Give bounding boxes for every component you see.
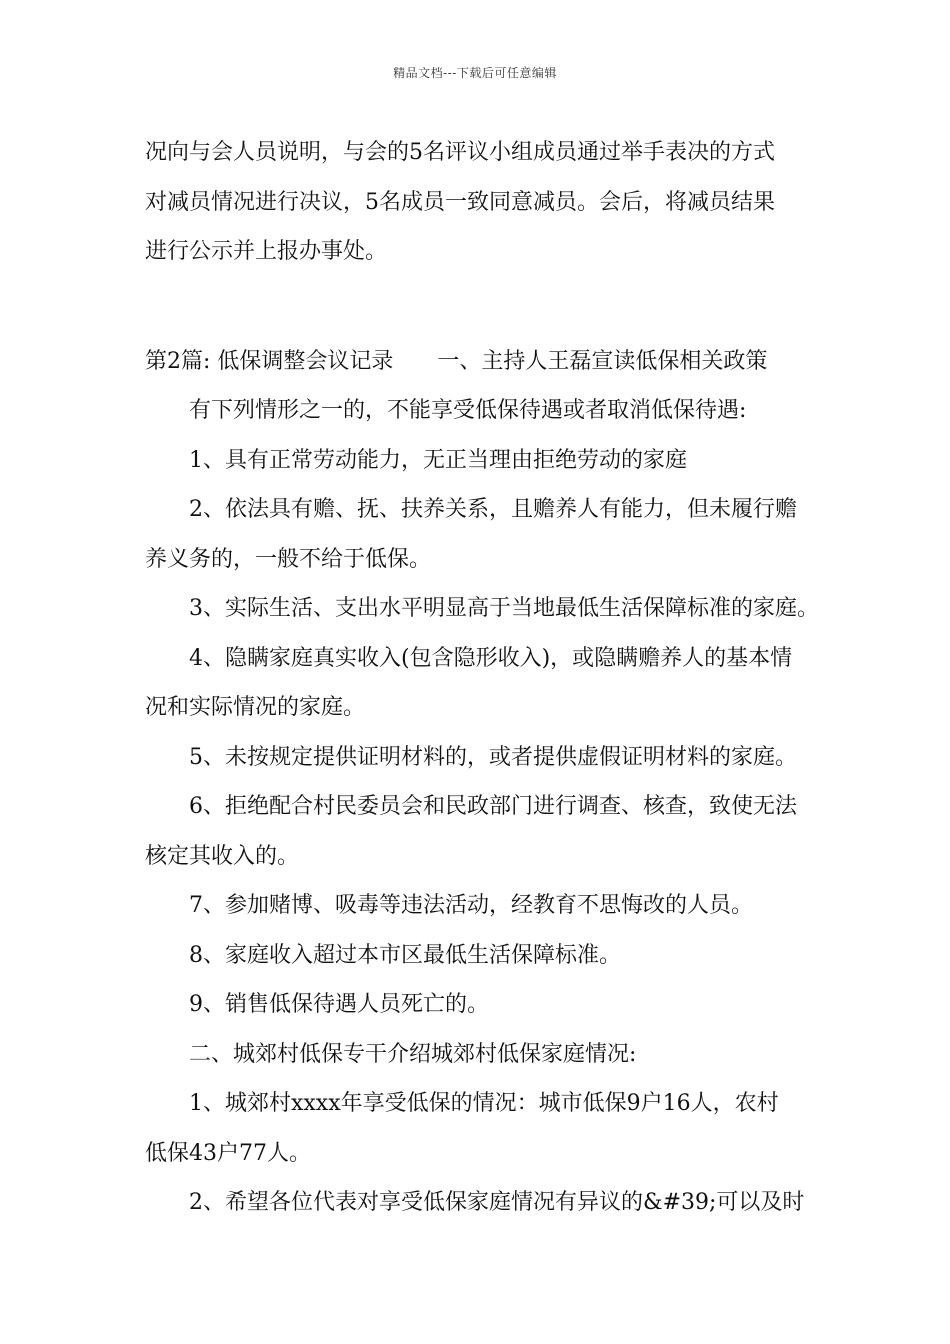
list-item: 2、依法具有赡、抚、扶养关系，且赡养人有能力，但未履行赡 <box>189 497 797 522</box>
list-item: 6、拒绝配合村民委员会和民政部门进行调查、核查，致使无法 <box>189 794 797 819</box>
section-title-left: 第2篇: 低保调整会议记录 <box>145 348 394 374</box>
paragraph-line: 有下列情形之一的，不能享受低保待遇或者取消低保待遇: <box>189 398 747 423</box>
section-title-right: 一、主持人王磊宣读低保相关政策 <box>437 348 768 374</box>
list-item: 7、参加赌博、吸毒等违法活动，经教育不思悔改的人员。 <box>189 893 753 918</box>
list-item: 2、希望各位代表对享受低保家庭情况有异议的&#39;可以及时 <box>189 1190 805 1215</box>
list-item-continuation: 况和实际情况的家庭。 <box>145 695 366 720</box>
list-item: 3、实际生活、支出水平明显高于当地最低生活保障标准的家庭。 <box>189 596 819 621</box>
list-item-continuation: 低保43户77人。 <box>145 1140 311 1166</box>
page-header: 精品文档---下载后可任意编辑 <box>393 66 557 80</box>
paragraph-line: 对减员情况进行决议，5名成员一致同意减员。会后，将减员结果 <box>145 189 775 215</box>
paragraph-line: 况向与会人员说明，与会的5名评议小组成员通过举手表决的方式 <box>145 140 775 165</box>
section-title <box>145 337 825 387</box>
paragraph-line: 进行公示并上报办事处。 <box>145 239 388 264</box>
list-item-continuation: 核定其收入的。 <box>145 843 300 869</box>
document-body <box>145 128 825 1228</box>
section-heading: 二、城郊村低保专干介绍城郊村低保家庭情况: <box>189 1041 637 1067</box>
list-item: 1、城郊村xxxx年享受低保的情况：城市低保9户16人，农村 <box>189 1091 779 1116</box>
list-item: 4、隐瞒家庭真实收入(包含隐形收入)，或隐瞒赡养人的基本情 <box>189 645 793 671</box>
list-item: 9、销售低保待遇人员死亡的。 <box>189 992 489 1017</box>
list-item: 1、具有正常劳动能力，无正当理由拒绝劳动的家庭 <box>189 447 687 473</box>
list-item: 5、未按规定提供证明材料的，或者提供虚假证明材料的家庭。 <box>189 744 797 770</box>
list-item: 8、家庭收入超过本市区最低生活保障标准。 <box>189 942 621 968</box>
list-item-continuation: 养义务的，一般不给于低保。 <box>145 546 432 572</box>
